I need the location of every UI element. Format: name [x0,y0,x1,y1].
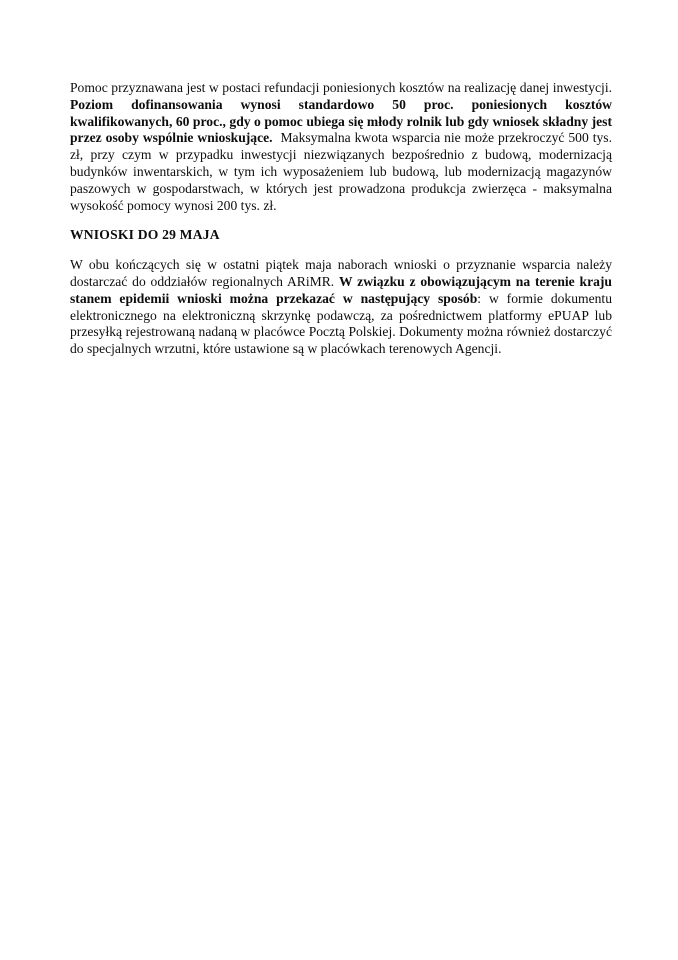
text-run-normal: W obu kończących się w ostatni piątek maja naborach wnioski o przyznanie wsparcia należy dostarczać do oddziałów regionalnych ARiMR. [70,257,612,289]
document-text-block [70,80,612,358]
text-run-bold-epidemic-submission: W związku z obowiązującym na terenie kraju stanem epidemii wnioski można przekazać w następujący sposób [70,273,612,306]
text-run-bold-financing-level: Poziom dofinansowania wynosi standardowo 50 proc. poniesionych kosztów kwalifikowanych, 60 proc., gdy o pomoc ubiega się młody rolnik lub gdy wniosek składny jest przez osoby wspólnie wnioskujące. [70,96,612,146]
paragraph-support-refund [70,80,612,214]
text-run-normal: Maksymalna kwota wsparcia nie może przekroczyć 500 tys. zł, przy czym w przypadku inwestycji niezwiązanych bezpośrednio z budową, modernizacją budynków inwentarskich, w tym ich wyposażeniem lub budową, lub modernizacją magazynów paszowych w gospodarstwach, w których jest prowadzona produkcja zwierzęca - maksymalna wysokość pomocy wynosi 200 tys. zł. [70,130,612,213]
text-run-normal: Pomoc przyznawana jest w postaci refundacji poniesionych kosztów na realizację danej inwestycji. [70,80,612,95]
section-heading-deadline: WNIOSKI DO 29 MAJA [70,227,220,243]
paragraph-application-submission [70,257,612,358]
text-run-normal: : w formie dokumentu elektronicznego na elektroniczną skrzynkę podawczą, za pośrednictwem platformy ePUAP lub przesyłką rejestrowaną nadaną w placówce Pocztą Polskiej. Dokumenty można również dostarczyć do specjalnych wrzutni, które ustawione są w placówkach terenowych Agencji. [70,290,612,357]
